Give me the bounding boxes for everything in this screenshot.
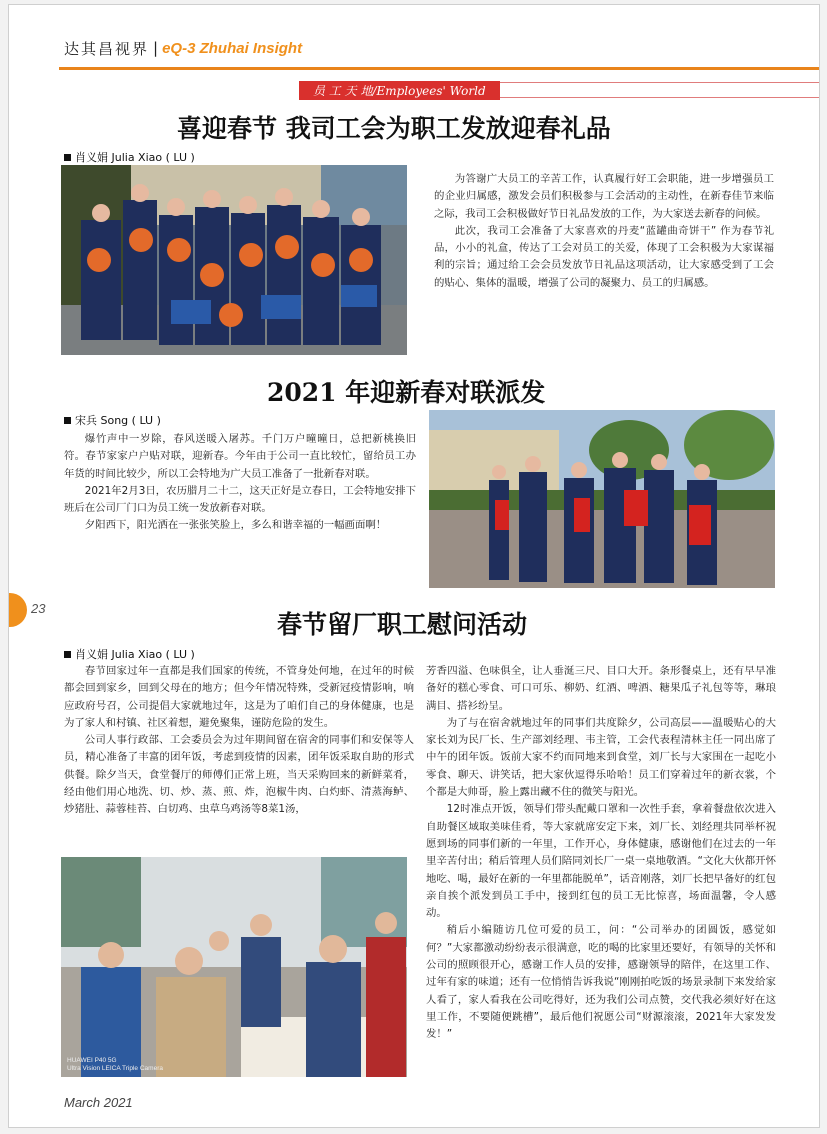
magazine-page — [8, 4, 820, 1128]
article-2-byline: 宋兵 Song ( LU ) — [64, 412, 161, 428]
article-2-title: 2021 年迎新春对联派发 — [267, 378, 546, 407]
header-rule — [59, 67, 819, 70]
brand-en: eQ-3 Zhuhai Insight — [162, 39, 303, 57]
issue-date: March 2021 — [64, 1095, 133, 1110]
article-3-byline: 肖义娟 Julia Xiao ( LU ) — [64, 646, 195, 662]
section-bar — [299, 82, 820, 98]
article-3-right-text: 芳香四溢、色味俱全，让人垂涎三尺、目口大开。条形餐桌上，还有早早准备好的糕心零食、可口可乐、柳奶、红酒、啤酒、糖果瓜子礼包等等，琳琅满目、搭衫纷呈。 为了与在宿舍就地过年的同事们共度除夕，公司高层——温暖贴心的大家长刘为民厂长、生产部刘经理、韦主管，工会代表程清林主任一同出席了中午的团年饭。饭前大家不约而同地来到食堂，刘厂长与大家围在一起吃小零食、聊天、讲笑话，把大家伙逗得乐哈哈！员工们穿着过年的新衣裳，个个都是大帅哥，脸上露出藏不住的微笑与阳光。 12时准点开饭，领导们带头配戴口罩和一次性手套，拿着餐盘依次进入自助餐区域取美味佳肴，等大家就席安定下来，刘厂长、刘经理共同举杯祝愿到场的同事们新的一年里，工作开心，身体健康，感谢他们在过去的一年里辛苦付出；稍后管理人员们陪同刘长厂一桌一桌地敬酒。“文化大伙都开怀地吃、喝，最好在新的一年里都能脱单”，话音刚落，刘厂长把早备好的红包亲自挨个派发到员工手中，接到红包的员工无比惊喜，场面温馨，令人感动。 稍后小编随访几位可爱的员工，问：“公司举办的团圆饭，感觉如何？”大家都激动纷纷表示很满意，吃的喝的比家里还要好，有领导的关怀和公司的照顾很开心，感谢工作人员的安排，感谢领导的陪伴，在这里工作、过年有家的味道；还有一位悄悄告诉我说“刚刚拍吃饭的场景录制下来发给家人看了，家人看我在公司吃得好，还为我们公司点赞，交代我必须好好在这里工作，不要随便跳槽”，最后他们祝愿公司“财源滚滚，2021年大家发发发！” — [426, 665, 776, 1041]
page-number: 23 — [31, 601, 46, 616]
page-tab — [8, 593, 27, 627]
article-3-title: 春节留厂职工慰问活动 — [277, 610, 528, 639]
couplets-photo — [429, 410, 775, 588]
article-1-byline: 肖义娟 Julia Xiao ( LU ) — [64, 149, 195, 165]
article-3-left-text: 春节回家过年一直都是我们国家的传统，不管身处何地，在过年的时候都会回到家乡，回到父母在的地方；但今年情况特殊，受新冠疫情影响，响应政府号召，公司提倡大家就地过年，这是为了咱们自己的身体健康，也是为了家人和村镇、社区着想，避免聚集，谨防危险的发生。 公司人事行政部、工会委员会为过年期间留在宿舍的同事们和安保等人员，精心准备了丰富的团年饭，考虑到疫情的因素，团年饭采取自助的形式供餐。除夕当天，食堂餐厅的师傅们正常上班，当天采购回来的新鲜菜肴，经由他们用心地洗、切、炒、蒸、煎、炸，泡椒牛肉、白灼虾、清蒸海鲈、炒猪肚、蒜蓉桂苔、白切鸡、虫草乌鸡汤等8菜1汤， — [64, 665, 414, 816]
union-gift-photo — [61, 165, 407, 355]
camera-watermark: HUAWEI P40 5G Ultra Vision LEICA Triple Camera — [67, 1057, 163, 1072]
article-1-text: 为答谢广大员工的辛苦工作，认真履行好工会职能，进一步增强员工的企业归属感，激发会员们积极参与工会活动的主动性，在新春佳节来临之际，我司工会积极做好节日礼品发放的工作，为大家送去新春的问候。 此次，我司工会准备了大家喜欢的丹麦“蓝罐曲奇饼干” 作为春节礼品，小小的礼盒，传达了工会对员工的关爱，体现了工会积极为大家谋福利的宗旨；通过给工会会员发放节日礼品这项活动，让大家感受到了工会的贴心、集体的温暖，增强了公司的凝聚力、员工的归属感。 — [434, 173, 774, 289]
section-label: 员 工 天 地/Employees' World — [299, 81, 500, 100]
dinner-photo — [61, 857, 407, 1077]
brand-cn: 达其昌视界 — [64, 39, 150, 58]
article-2-text: 爆竹声中一岁除，春风送暖入屠苏。千门万户曈曈日，总把新桃换旧符。春节家家户户贴对联，迎新春。今年由于公司一直比较忙，留给员工办年货的时间比较少，所以工会特地为广大员工准备了一批新春对联。 2021年2月3日，农历腊月二十二，这天正好是立春日，工会特地安排下班后在公司厂门口为员工统一发放新春对联。 夕阳西下，阳光洒在一张张笑脸上，多么和谐幸福的一幅画面啊！ — [64, 433, 416, 532]
header-separator: | — [153, 39, 159, 57]
article-1-title: 喜迎春节 我司工会为职工发放迎春礼品 — [177, 114, 611, 143]
page-header — [64, 37, 302, 59]
